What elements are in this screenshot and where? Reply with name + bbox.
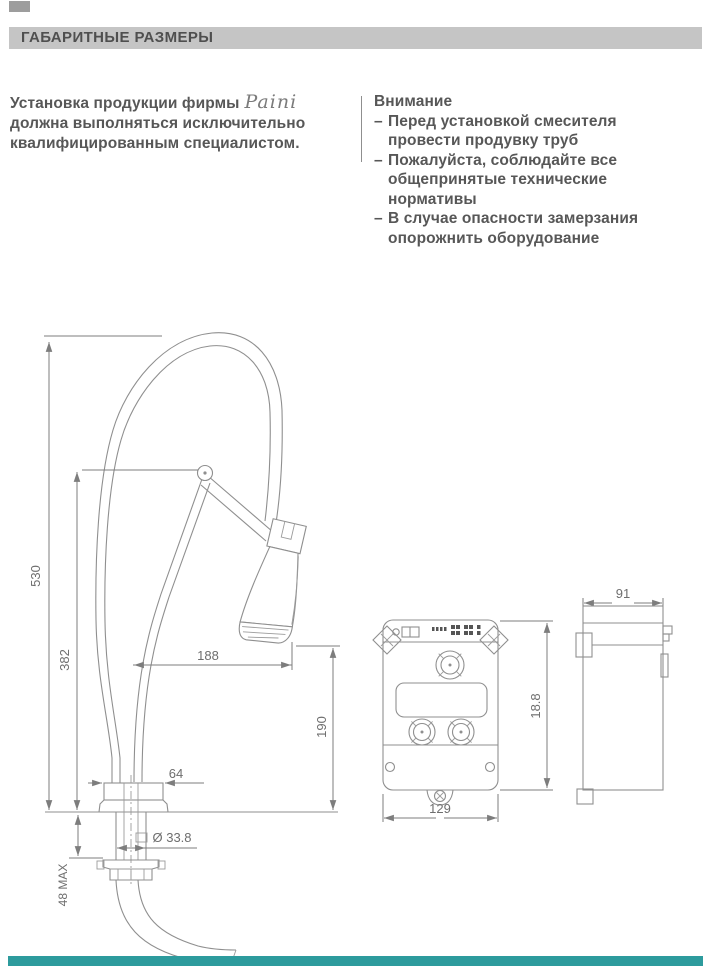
installation-note-line1: Установка продукции фирмы Paini [10,91,298,113]
right-knob [448,719,474,745]
installation-note-line2: должна выполняться исключительно [10,115,306,132]
attention-line: общепринятые технические [388,171,608,188]
paini-logo: Paini [244,91,298,113]
dim-counter-max: 48 MAX [56,863,70,907]
arm-right-inner [201,485,266,541]
installation-note-line3: квалифицированным специалистом. [10,135,300,152]
attention-line: – В случае опасности замерзания [374,210,639,227]
dim-total-height: 530 [28,565,43,587]
faucet-drawing [28,333,340,964]
screw-hole [386,763,395,772]
attention-line: – Пожалуйста, соблюдайте все [374,151,618,169]
dim-shank-diameter: Ø 33.8 [152,830,192,845]
dim-spout-reach: 188 [197,648,219,663]
supply-hose-outer [116,880,231,964]
screw-hole [486,763,495,772]
control-box-front-view [373,620,553,822]
side-slot [661,654,668,677]
page-title: ГАБАРИТНЫЕ РАЗМЕРЫ [21,29,214,46]
dim-box-height: 18.8 [528,693,543,719]
box-outline [383,620,498,790]
attention-line: опорожнить оборудование [388,229,600,247]
spray-head [236,517,315,650]
control-box-side-view [576,586,672,804]
dim-box-depth: 91 [615,586,631,601]
left-knob [409,719,435,745]
pivot-center [203,471,206,474]
dim-box-width: 129 [429,801,451,816]
dim-base-width: 64 [168,766,184,781]
footer-accent-bar [8,956,703,966]
hose-inner-curve [105,346,270,783]
arm-right-outer [208,476,273,532]
section-header-bar [9,27,702,49]
side-connector-small [663,634,669,641]
attention-block [374,92,704,248]
side-outline [583,606,663,790]
dim-pivot-height: 382 [57,649,72,671]
arm-left-inner [142,483,210,782]
supply-hose-inner [138,880,236,950]
side-left-tab [576,633,592,657]
base-flare-right [163,800,168,812]
scan-corner-mark [9,1,30,12]
attention-title: Внимание [374,93,453,110]
connector-ports [432,625,481,635]
side-connector [663,626,672,634]
hose-outer-curve [96,333,282,783]
display-window [396,683,487,717]
arm-left-outer [134,479,202,782]
column-divider [361,96,362,162]
attention-line: нормативы [388,190,477,208]
attention-line: провести продувку труб [388,132,579,149]
top-knob [436,651,464,679]
base-body [104,783,163,800]
installation-note [10,92,362,154]
dim-outlet-height: 190 [314,716,329,738]
side-foot [577,789,593,804]
attention-line: – Перед установкой смесителя [374,112,617,130]
base-flare-left [99,800,104,812]
technical-drawing [0,320,712,969]
